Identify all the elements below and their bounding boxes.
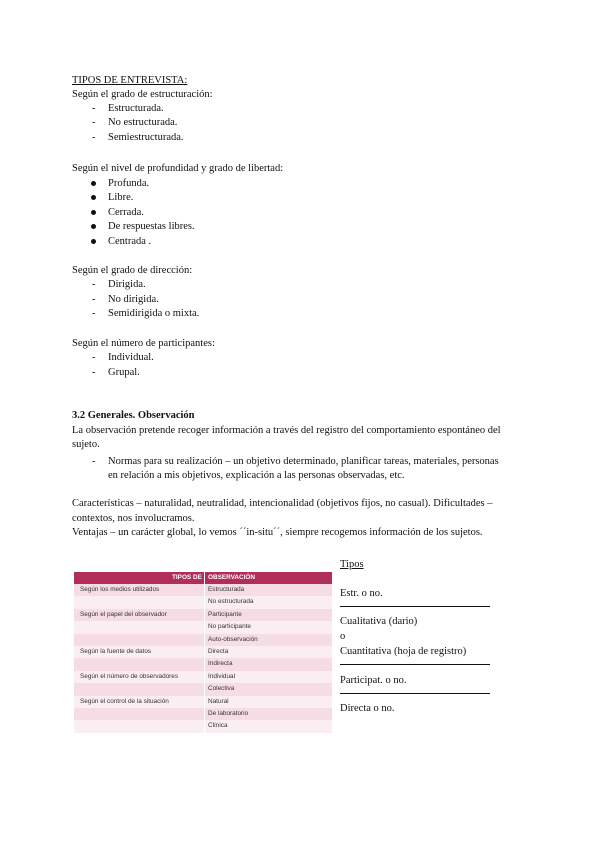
table-row [74,720,332,732]
table-cell-type: De laboratorio [208,709,249,717]
tipos-line: Directa o no. [340,703,395,714]
list-item: Centrada . [108,236,152,247]
list-item: No estructurada. [108,117,178,128]
table-cell-type: Estructurada [208,586,245,593]
group-heading: Según el nivel de profundidad y grado de libertad: [72,163,284,174]
table-cell-category: Según la fuente de datos [80,647,152,655]
table-row [74,609,332,621]
table-cell-type: Natural [208,697,229,705]
list-item: Individual. [108,352,154,363]
table-row [74,621,332,633]
dash-marker: - [92,456,96,467]
table-header [74,572,332,584]
section-title-entrevista: TIPOS DE ENTREVISTA: [72,75,188,86]
table-cell-type: Clínica [208,722,228,730]
table-cell-category: Según los medios utilizados [80,586,160,593]
bullet-icon [91,210,96,215]
tipos-line: Cuantitativa (hoja de registro) [340,646,467,657]
paragraph-line: La observación pretende recoger información a través del registro del comportamiento espontáneo del [72,425,501,436]
table-cell-type: Directa [208,647,229,655]
table-row [74,584,332,596]
table-row [74,683,332,695]
table-row [74,634,332,646]
list-item: Semiestructurada. [108,132,184,143]
table-row [74,708,332,720]
table-header-left: TIPOS DE [172,574,202,581]
paragraph-line: Características – naturalidad, neutralidad, intencionalidad (objetivos fijos, no casual). Dificultades – [72,498,493,509]
table-row [74,671,332,683]
tipos-line: Participat. o no. [340,675,407,686]
paragraph-line: Normas para su realización – un objetivo determinado, planificar tareas, materiales, personas [108,456,499,467]
list-item: Estructurada. [108,103,164,114]
table-row [74,596,332,608]
dash-marker: - [92,352,96,363]
table-row [74,696,332,708]
group-heading: Según el grado de dirección: [72,265,193,276]
list-item: Semidirigida o mixta. [108,308,200,319]
list-item: Grupal. [108,367,140,378]
bullet-icon [91,239,96,244]
group-heading: Según el grado de estructuración: [72,89,213,100]
paragraph-line: Ventajas – un carácter global, lo vemos ´´in-situ´´, siempre recogemos información de los sujetos. [72,527,483,538]
list-item: Libre. [108,192,134,203]
list-item: De respuestas libres. [108,221,195,232]
bullet-icon [91,181,96,186]
tipos-line: Estr. o no. [340,588,383,599]
tipos-title: Tipos [340,559,364,570]
dash-marker: - [92,132,96,143]
table-cell-category: Según el número de observadores [80,672,179,680]
tipos-line: Cualitativa (dario) [340,616,418,627]
table-cell-type: Auto-observación [208,635,258,643]
table-cell-type: Individual [208,672,236,680]
separator-line [340,693,490,694]
paragraph-line: sujeto. [72,439,100,450]
separator-line [340,606,490,607]
dash-marker: - [92,117,96,128]
table-cell-type: No estructurada [208,598,254,606]
tipos-line: o [340,631,346,642]
bullet-icon [91,224,96,229]
table-cell-type: Indirecta [208,660,233,668]
observation-types-table [74,572,332,733]
dash-marker: - [92,367,96,378]
dash-marker: - [92,279,96,290]
paragraph-line: contextos, nos involucramos. [72,513,195,524]
table-row [74,658,332,670]
list-item: Cerrada. [108,207,144,218]
list-item: Dirigida. [108,279,146,290]
table-cell-type: Participante [208,610,242,618]
list-item: No dirigida. [108,294,159,305]
table-cell-type: Colectiva [208,685,235,693]
table-header-right: OBSERVACIÓN [208,574,255,581]
dash-marker: - [92,103,96,114]
table-cell-category: Según el papel del observador [80,610,167,618]
dash-marker: - [92,308,96,319]
table-row [74,646,332,658]
list-item: Profunda. [108,178,150,189]
paragraph-line: en relación a mis objetivos, explicación a las personas observadas, etc. [108,470,405,481]
table-cell-category: Según el control de la situación [80,697,169,705]
group-heading: Según el número de participantes: [72,338,215,349]
table-cell-type: No participante [208,623,251,631]
separator-line [340,664,490,665]
dash-marker: - [92,294,96,305]
section-title-observacion: 3.2 Generales. Observación [72,410,195,421]
bullet-icon [91,195,96,200]
